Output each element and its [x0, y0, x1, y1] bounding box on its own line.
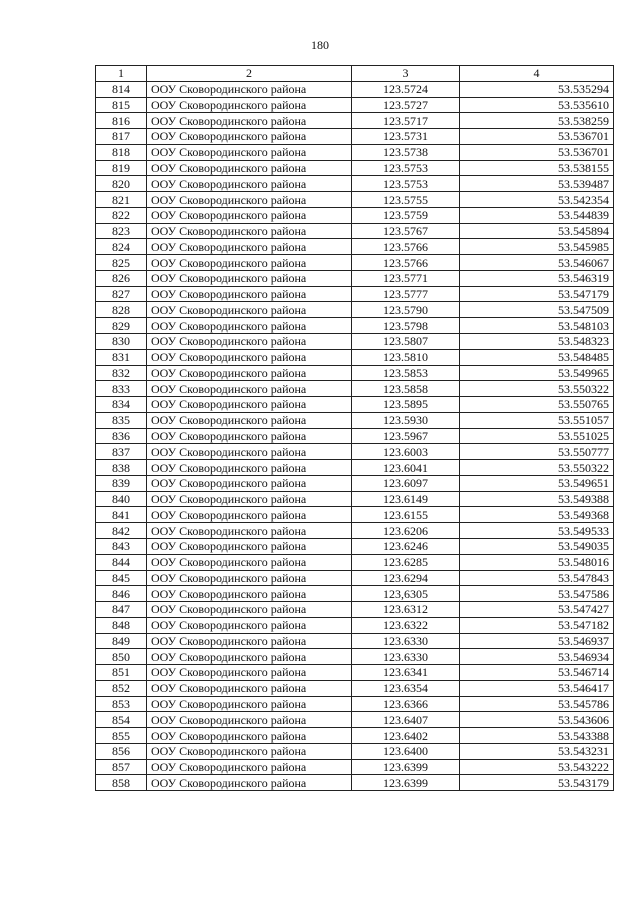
row-name: ООУ Сковородинского района [147, 696, 352, 712]
row-longitude: 123.6149 [352, 491, 460, 507]
row-latitude: 53.548485 [460, 349, 614, 365]
row-number: 851 [96, 665, 147, 681]
row-number: 814 [96, 81, 147, 97]
row-number: 825 [96, 255, 147, 271]
table-row [96, 570, 614, 586]
table-row [96, 302, 614, 318]
row-name: ООУ Сковородинского района [147, 144, 352, 160]
row-latitude: 53.550322 [460, 381, 614, 397]
row-longitude: 123.5717 [352, 113, 460, 129]
row-latitude: 53.543231 [460, 743, 614, 759]
row-longitude: 123.5753 [352, 160, 460, 176]
row-number: 818 [96, 144, 147, 160]
table-row [96, 192, 614, 208]
row-longitude: 123.6003 [352, 444, 460, 460]
table-row [96, 381, 614, 397]
row-longitude: 123.5766 [352, 255, 460, 271]
row-latitude: 53.545985 [460, 239, 614, 255]
table-row [96, 460, 614, 476]
header-col-4: 4 [460, 66, 614, 82]
table-row [96, 270, 614, 286]
row-name: ООУ Сковородинского района [147, 113, 352, 129]
row-longitude: 123.6322 [352, 617, 460, 633]
row-longitude: 123.6312 [352, 602, 460, 618]
row-name: ООУ Сковородинского района [147, 334, 352, 350]
row-name: ООУ Сковородинского района [147, 192, 352, 208]
row-name: ООУ Сковородинского района [147, 176, 352, 192]
row-longitude: 123.6399 [352, 775, 460, 791]
row-number: 829 [96, 318, 147, 334]
header-col-2: 2 [147, 66, 352, 82]
row-number: 823 [96, 223, 147, 239]
table-row [96, 586, 614, 602]
row-latitude: 53.535294 [460, 81, 614, 97]
table-row [96, 743, 614, 759]
row-number: 850 [96, 649, 147, 665]
row-name: ООУ Сковородинского района [147, 286, 352, 302]
row-longitude: 123.6341 [352, 665, 460, 681]
row-number: 856 [96, 743, 147, 759]
row-longitude: 123.5798 [352, 318, 460, 334]
row-number: 846 [96, 586, 147, 602]
row-longitude: 123.5755 [352, 192, 460, 208]
row-latitude: 53.549368 [460, 507, 614, 523]
row-number: 831 [96, 349, 147, 365]
table-row [96, 507, 614, 523]
row-name: ООУ Сковородинского района [147, 743, 352, 759]
table-row [96, 365, 614, 381]
row-number: 842 [96, 523, 147, 539]
header-row [96, 66, 614, 82]
row-latitude: 53.548016 [460, 554, 614, 570]
row-longitude: 123.5967 [352, 428, 460, 444]
row-latitude: 53.548323 [460, 334, 614, 350]
row-number: 838 [96, 460, 147, 476]
row-longitude: 123.5738 [352, 144, 460, 160]
row-name: ООУ Сковородинского района [147, 302, 352, 318]
row-name: ООУ Сковородинского района [147, 665, 352, 681]
row-longitude: 123.6330 [352, 633, 460, 649]
row-name: ООУ Сковородинского района [147, 554, 352, 570]
row-latitude: 53.546067 [460, 255, 614, 271]
row-number: 837 [96, 444, 147, 460]
table-row [96, 728, 614, 744]
row-longitude: 123.5724 [352, 81, 460, 97]
row-longitude: 123.6366 [352, 696, 460, 712]
row-longitude: 123.5759 [352, 207, 460, 223]
row-longitude: 123.6285 [352, 554, 460, 570]
row-number: 824 [96, 239, 147, 255]
row-latitude: 53.543222 [460, 759, 614, 775]
table-row [96, 602, 614, 618]
table-row [96, 475, 614, 491]
row-number: 832 [96, 365, 147, 381]
row-number: 828 [96, 302, 147, 318]
row-longitude: 123.5810 [352, 349, 460, 365]
row-number: 854 [96, 712, 147, 728]
row-latitude: 53.548103 [460, 318, 614, 334]
row-number: 857 [96, 759, 147, 775]
table-row [96, 334, 614, 350]
row-name: ООУ Сковородинского района [147, 365, 352, 381]
row-name: ООУ Сковородинского района [147, 223, 352, 239]
row-longitude: 123.5777 [352, 286, 460, 302]
table-row [96, 286, 614, 302]
row-name: ООУ Сковородинского района [147, 649, 352, 665]
row-longitude: 123.6402 [352, 728, 460, 744]
row-latitude: 53.547427 [460, 602, 614, 618]
row-number: 848 [96, 617, 147, 633]
row-number: 830 [96, 334, 147, 350]
row-number: 855 [96, 728, 147, 744]
row-longitude: 123.5790 [352, 302, 460, 318]
row-latitude: 53.543388 [460, 728, 614, 744]
row-latitude: 53.536701 [460, 129, 614, 145]
table-row [96, 491, 614, 507]
row-longitude: 123.5807 [352, 334, 460, 350]
header-col-3: 3 [352, 66, 460, 82]
row-latitude: 53.550322 [460, 460, 614, 476]
row-name: ООУ Сковородинского района [147, 129, 352, 145]
row-latitude: 53.549651 [460, 475, 614, 491]
table-row [96, 207, 614, 223]
row-number: 835 [96, 412, 147, 428]
row-name: ООУ Сковородинского района [147, 712, 352, 728]
row-name: ООУ Сковородинского района [147, 586, 352, 602]
row-longitude: 123.6097 [352, 475, 460, 491]
row-latitude: 53.538259 [460, 113, 614, 129]
row-number: 845 [96, 570, 147, 586]
table-row [96, 160, 614, 176]
row-latitude: 53.538155 [460, 160, 614, 176]
row-number: 820 [96, 176, 147, 192]
row-latitude: 53.550777 [460, 444, 614, 460]
table-row [96, 665, 614, 681]
row-name: ООУ Сковородинского района [147, 759, 352, 775]
row-longitude: 123.5853 [352, 365, 460, 381]
row-latitude: 53.546937 [460, 633, 614, 649]
row-longitude: 123.5930 [352, 412, 460, 428]
row-number: 817 [96, 129, 147, 145]
row-number: 839 [96, 475, 147, 491]
row-name: ООУ Сковородинского района [147, 318, 352, 334]
row-number: 826 [96, 270, 147, 286]
row-number: 815 [96, 97, 147, 113]
row-name: ООУ Сковородинского района [147, 412, 352, 428]
row-longitude: 123.6407 [352, 712, 460, 728]
table-row [96, 397, 614, 413]
row-latitude: 53.545786 [460, 696, 614, 712]
table-row [96, 255, 614, 271]
row-longitude: 123.5895 [352, 397, 460, 413]
row-latitude: 53.546319 [460, 270, 614, 286]
row-longitude: 123.6041 [352, 460, 460, 476]
row-name: ООУ Сковородинского района [147, 349, 352, 365]
row-name: ООУ Сковородинского района [147, 270, 352, 286]
table-row [96, 412, 614, 428]
row-number: 822 [96, 207, 147, 223]
row-number: 858 [96, 775, 147, 791]
row-name: ООУ Сковородинского района [147, 570, 352, 586]
row-number: 844 [96, 554, 147, 570]
row-latitude: 53.551057 [460, 412, 614, 428]
row-latitude: 53.549035 [460, 538, 614, 554]
row-name: ООУ Сковородинского района [147, 633, 352, 649]
table-row [96, 759, 614, 775]
row-latitude: 53.546417 [460, 680, 614, 696]
row-number: 853 [96, 696, 147, 712]
row-longitude: 123.5767 [352, 223, 460, 239]
row-name: ООУ Сковородинского района [147, 255, 352, 271]
row-number: 852 [96, 680, 147, 696]
row-name: ООУ Сковородинского района [147, 460, 352, 476]
row-latitude: 53.546934 [460, 649, 614, 665]
row-name: ООУ Сковородинского района [147, 491, 352, 507]
table-row [96, 129, 614, 145]
row-longitude: 123.5771 [352, 270, 460, 286]
row-longitude: 123.6400 [352, 743, 460, 759]
row-latitude: 53.547509 [460, 302, 614, 318]
row-latitude: 53.551025 [460, 428, 614, 444]
row-name: ООУ Сковородинского района [147, 444, 352, 460]
row-name: ООУ Сковородинского района [147, 97, 352, 113]
row-name: ООУ Сковородинского района [147, 523, 352, 539]
row-number: 841 [96, 507, 147, 523]
page-number: 180 [311, 38, 329, 52]
table-row [96, 617, 614, 633]
row-longitude: 123.6399 [352, 759, 460, 775]
row-latitude: 53.545894 [460, 223, 614, 239]
row-latitude: 53.546714 [460, 665, 614, 681]
table-row [96, 318, 614, 334]
row-number: 843 [96, 538, 147, 554]
table-row [96, 239, 614, 255]
table-row [96, 538, 614, 554]
table-row [96, 113, 614, 129]
row-name: ООУ Сковородинского района [147, 207, 352, 223]
table-row [96, 775, 614, 791]
row-name: ООУ Сковородинского района [147, 602, 352, 618]
table-row [96, 349, 614, 365]
row-number: 849 [96, 633, 147, 649]
table-row [96, 176, 614, 192]
row-name: ООУ Сковородинского района [147, 381, 352, 397]
row-number: 819 [96, 160, 147, 176]
row-latitude: 53.549965 [460, 365, 614, 381]
table-row [96, 223, 614, 239]
table-row [96, 97, 614, 113]
row-longitude: 123,6305 [352, 586, 460, 602]
row-longitude: 123.6330 [352, 649, 460, 665]
row-latitude: 53.543179 [460, 775, 614, 791]
row-latitude: 53.547843 [460, 570, 614, 586]
row-latitude: 53.544839 [460, 207, 614, 223]
row-name: ООУ Сковородинского района [147, 617, 352, 633]
row-latitude: 53.547586 [460, 586, 614, 602]
row-longitude: 123.5731 [352, 129, 460, 145]
row-name: ООУ Сковородинского района [147, 475, 352, 491]
row-latitude: 53.542354 [460, 192, 614, 208]
row-number: 816 [96, 113, 147, 129]
row-latitude: 53.547182 [460, 617, 614, 633]
row-name: ООУ Сковородинского района [147, 538, 352, 554]
row-latitude: 53.550765 [460, 397, 614, 413]
table-row [96, 444, 614, 460]
row-latitude: 53.547179 [460, 286, 614, 302]
row-number: 847 [96, 602, 147, 618]
table-row [96, 680, 614, 696]
table-row [96, 81, 614, 97]
row-number: 827 [96, 286, 147, 302]
row-latitude: 53.549533 [460, 523, 614, 539]
row-latitude: 53.543606 [460, 712, 614, 728]
coordinates-table [95, 65, 614, 791]
table-row [96, 696, 614, 712]
row-name: ООУ Сковородинского района [147, 81, 352, 97]
row-latitude: 53.535610 [460, 97, 614, 113]
row-longitude: 123.6354 [352, 680, 460, 696]
row-longitude: 123.5858 [352, 381, 460, 397]
table-row [96, 633, 614, 649]
row-number: 834 [96, 397, 147, 413]
row-longitude: 123.5766 [352, 239, 460, 255]
row-longitude: 123.6206 [352, 523, 460, 539]
table-row [96, 712, 614, 728]
row-name: ООУ Сковородинского района [147, 397, 352, 413]
table-row [96, 554, 614, 570]
row-number: 833 [96, 381, 147, 397]
row-name: ООУ Сковородинского района [147, 239, 352, 255]
row-name: ООУ Сковородинского района [147, 728, 352, 744]
row-name: ООУ Сковородинского района [147, 680, 352, 696]
header-col-1: 1 [96, 66, 147, 82]
row-name: ООУ Сковородинского района [147, 507, 352, 523]
row-longitude: 123.6155 [352, 507, 460, 523]
row-longitude: 123.5753 [352, 176, 460, 192]
row-name: ООУ Сковородинского района [147, 775, 352, 791]
row-longitude: 123.5727 [352, 97, 460, 113]
table-row [96, 523, 614, 539]
row-name: ООУ Сковородинского района [147, 160, 352, 176]
row-number: 821 [96, 192, 147, 208]
row-latitude: 53.549388 [460, 491, 614, 507]
table-row [96, 649, 614, 665]
table-header [96, 66, 614, 82]
row-longitude: 123.6246 [352, 538, 460, 554]
table-body [96, 81, 614, 790]
table-row [96, 428, 614, 444]
row-longitude: 123.6294 [352, 570, 460, 586]
row-latitude: 53.539487 [460, 176, 614, 192]
row-number: 836 [96, 428, 147, 444]
row-number: 840 [96, 491, 147, 507]
table-row [96, 144, 614, 160]
row-name: ООУ Сковородинского района [147, 428, 352, 444]
row-latitude: 53.536701 [460, 144, 614, 160]
